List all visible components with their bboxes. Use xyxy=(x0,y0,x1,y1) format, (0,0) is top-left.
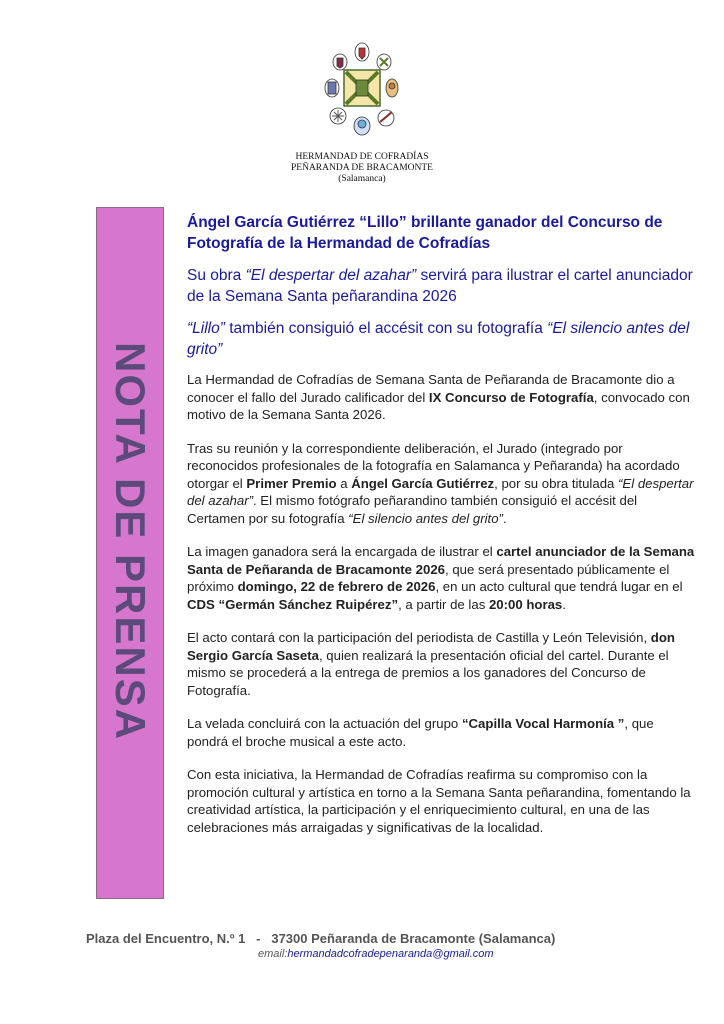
subheading-2 xyxy=(187,318,695,360)
event-date: domingo, 22 de febrero de 2026 xyxy=(237,579,436,594)
music-group: “Capilla Vocal Harmonía ” xyxy=(461,716,625,731)
text: Tras su reunión y la correspondiente deliberación, el Jurado (integrado por reconocidos profesionales de la fotografía en Salamanca y Peñaranda) ha acordado otorgar el xyxy=(187,440,680,491)
headline: Ángel García Gutiérrez “Lillo” brillante ganador del Concurso de Fotografía de la Hermandad de Cofradías xyxy=(187,214,663,252)
article-body xyxy=(187,212,695,852)
paragraph-6: Con esta iniciativa, la Hermandad de Cofradías reafirma su compromiso con la promoción cultural y artística en torno a la Semana Santa peñarandina, fomentando la creatividad artística, la participación y el enriquecimiento cultural, en una de las celebraciones más arraigadas y significativas de la localidad. xyxy=(187,767,691,835)
org-province: (Salamanca) xyxy=(338,174,386,184)
text: , por su obra titulada xyxy=(494,475,619,491)
org-name: HERMANDAD DE COFRADÍAS xyxy=(295,152,429,162)
text: , convocado con motivo de la Semana Santa 2026. xyxy=(187,389,690,422)
footer-email xyxy=(258,948,494,960)
work-title: “El despertar del azahar” xyxy=(245,267,417,284)
email-link[interactable]: hermandadcofradepenaranda@gmail.com xyxy=(287,948,494,960)
venue: CDS “Germán Sánchez Ruipérez” xyxy=(187,596,399,612)
text: . xyxy=(502,510,507,526)
award: Primer Premio xyxy=(246,475,337,491)
text: , quien realizará la presentación oficial del cartel. Durante el mismo se procederá a la entrega de premios a los ganadores del Concurso de Fotografía. xyxy=(187,647,669,698)
text: . xyxy=(562,596,566,612)
org-town: PEÑARANDA DE BRACAMONTE xyxy=(291,163,433,173)
subheading-1 xyxy=(187,265,695,307)
paragraph-2 xyxy=(187,440,695,528)
nickname: “Lillo” xyxy=(187,320,225,337)
poster-name: cartel anunciador de la Semana Santa de Peñaranda de Bracamonte 2026 xyxy=(187,544,695,577)
text: La velada concluirá con la actuación del grupo xyxy=(187,716,462,731)
brotherhood-emblem-logo xyxy=(312,40,412,140)
organization-header xyxy=(262,152,462,185)
work-title: “El silencio antes del grito” xyxy=(187,320,690,358)
text: El acto contará con la participación del periodista de Castilla y León Televisión, xyxy=(187,630,651,645)
email-label: email: xyxy=(258,948,288,960)
footer-address: Plaza del Encuentro, N.º 1 - 37300 Peñaranda de Bracamonte (Salamanca) xyxy=(86,931,556,946)
paragraph-3 xyxy=(187,543,695,613)
paragraph-4 xyxy=(187,629,695,699)
event-time: 20:00 horas xyxy=(488,596,563,612)
text: , a partir de las xyxy=(398,596,489,612)
work-title: “El despertar del azahar” xyxy=(187,475,694,508)
contest-name: IX Concurso de Fotografía xyxy=(428,389,594,405)
paragraph-1 xyxy=(187,371,695,424)
paragraph-5 xyxy=(187,715,695,750)
presenter-name: don Sergio García Saseta xyxy=(187,630,675,663)
subheading-text: Su obra xyxy=(187,267,246,284)
text: La Hermandad de Cofradías de Semana Santa de Peñaranda de Bracamonte dio a conocer el fallo del Jurado calificador del xyxy=(187,372,675,405)
winner-name: Ángel García Gutiérrez xyxy=(351,475,495,491)
text: . El mismo fotógrafo peñarandino también consiguió el accésit del Certamen por su fotografía xyxy=(187,493,638,526)
work-title: “El silencio antes del grito” xyxy=(348,510,503,526)
text: , que será presentado públicamente el próximo xyxy=(187,561,670,594)
text: La imagen ganadora será la encargada de ilustrar el xyxy=(187,544,497,559)
press-release-label: NOTA DE PRENSA xyxy=(107,342,154,742)
text: , que pondrá el broche musical a este acto. xyxy=(187,716,654,749)
subheading-text: servirá para ilustrar el cartel anunciador de la Semana Santa peñarandina 2026 xyxy=(187,267,693,305)
text: a xyxy=(336,475,352,491)
subheading-text: también consiguió el accésit con su fotografía xyxy=(224,320,548,337)
text: , en un acto cultural que tendrá lugar en el xyxy=(435,579,683,594)
